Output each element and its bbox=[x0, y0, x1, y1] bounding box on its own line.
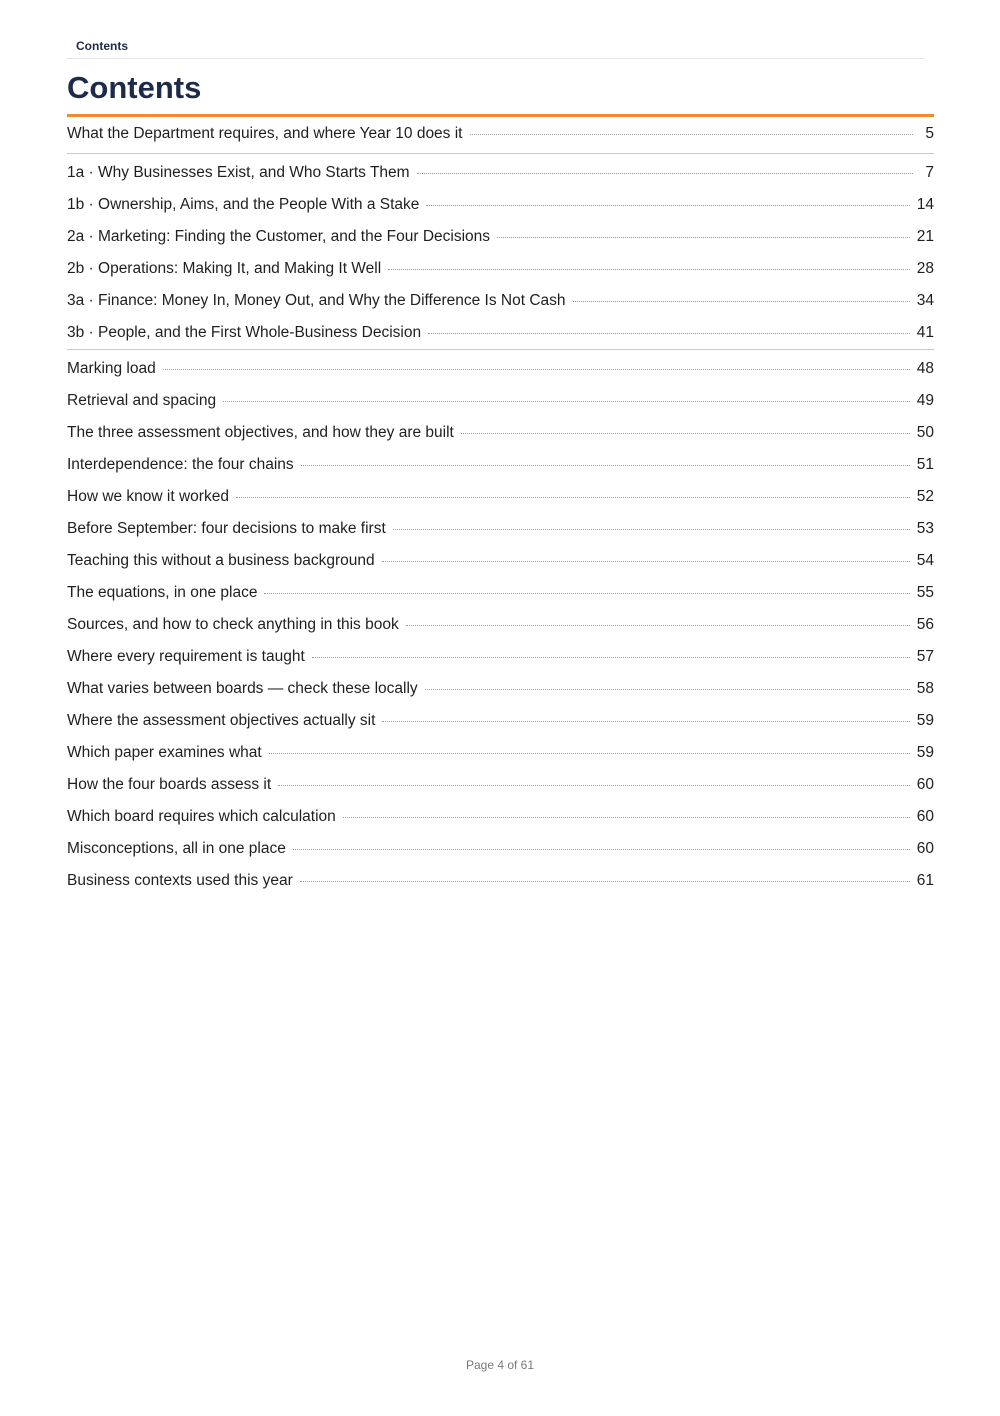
toc-entry-title: 2b · Operations: Making It, and Making It Well bbox=[67, 260, 382, 277]
toc-page-number: 5 bbox=[925, 125, 934, 142]
toc-page-number: 61 bbox=[916, 872, 934, 889]
dot-leader bbox=[428, 333, 910, 334]
dot-leader bbox=[470, 134, 914, 135]
dot-leader bbox=[278, 785, 910, 786]
dot-leader bbox=[426, 205, 909, 206]
toc-page-number: 48 bbox=[916, 360, 934, 377]
toc-entry[interactable] bbox=[67, 449, 934, 481]
toc-entry[interactable] bbox=[67, 285, 934, 317]
running-header: Contents bbox=[76, 39, 128, 53]
toc-entry-title: 2a · Marketing: Finding the Customer, and the Four Decisions bbox=[67, 228, 491, 245]
dot-leader bbox=[269, 753, 910, 754]
page-title: Contents bbox=[67, 70, 202, 105]
dot-leader bbox=[163, 369, 910, 370]
toc-entry[interactable] bbox=[67, 157, 934, 189]
toc-page-number: 59 bbox=[916, 712, 934, 729]
toc-page-number: 41 bbox=[916, 324, 934, 341]
toc-entry[interactable] bbox=[67, 545, 934, 577]
dot-leader bbox=[382, 721, 909, 722]
toc-entry-title: What the Department requires, and where Year 10 does it bbox=[67, 125, 463, 142]
toc-page-number: 50 bbox=[916, 424, 934, 441]
toc-page-number: 7 bbox=[925, 164, 934, 181]
toc-entry-title: Where the assessment objectives actually sit bbox=[67, 712, 376, 729]
toc-entry-title: How the four boards assess it bbox=[67, 776, 272, 793]
toc-entry[interactable] bbox=[67, 317, 934, 349]
dot-leader bbox=[382, 561, 910, 562]
toc-page-number: 60 bbox=[916, 840, 934, 857]
dot-leader bbox=[223, 401, 910, 402]
toc-entry[interactable] bbox=[67, 221, 934, 253]
dot-leader bbox=[236, 497, 910, 498]
toc-entry[interactable] bbox=[67, 513, 934, 545]
toc-section bbox=[67, 117, 934, 153]
toc-entry-title: The equations, in one place bbox=[67, 584, 258, 601]
toc-entry-title: Which board requires which calculation bbox=[67, 808, 336, 825]
toc-entry[interactable] bbox=[67, 253, 934, 285]
toc-entry-title: 1a · Why Businesses Exist, and Who Starts Them bbox=[67, 164, 410, 181]
dot-leader bbox=[343, 817, 910, 818]
toc-page-number: 60 bbox=[916, 808, 934, 825]
toc-page-number: 34 bbox=[916, 292, 934, 309]
dot-leader bbox=[417, 173, 913, 174]
toc-entry-title: 3a · Finance: Money In, Money Out, and Why the Difference Is Not Cash bbox=[67, 292, 566, 309]
toc-entry-title: Sources, and how to check anything in this book bbox=[67, 616, 399, 633]
dot-leader bbox=[388, 269, 910, 270]
toc-entry-title: Business contexts used this year bbox=[67, 872, 293, 889]
dot-leader bbox=[573, 301, 910, 302]
toc-page-number: 54 bbox=[916, 552, 934, 569]
toc-entry[interactable] bbox=[67, 117, 934, 153]
dot-leader bbox=[393, 529, 910, 530]
toc-page-number: 56 bbox=[916, 616, 934, 633]
dot-leader bbox=[312, 657, 910, 658]
toc-entry[interactable] bbox=[67, 769, 934, 801]
table-of-contents bbox=[67, 117, 934, 897]
dot-leader bbox=[264, 593, 909, 594]
dot-leader bbox=[461, 433, 910, 434]
dot-leader bbox=[497, 237, 910, 238]
toc-entry-title: How we know it worked bbox=[67, 488, 229, 505]
toc-page-number: 21 bbox=[916, 228, 934, 245]
header-divider bbox=[67, 58, 924, 59]
toc-section bbox=[67, 153, 934, 349]
toc-page-number: 49 bbox=[916, 392, 934, 409]
toc-entry[interactable] bbox=[67, 353, 934, 385]
toc-entry-title: Interdependence: the four chains bbox=[67, 456, 294, 473]
toc-entry[interactable] bbox=[67, 609, 934, 641]
toc-entry-title: Which paper examines what bbox=[67, 744, 262, 761]
dot-leader bbox=[301, 465, 910, 466]
toc-entry[interactable] bbox=[67, 801, 934, 833]
dot-leader bbox=[293, 849, 910, 850]
toc-entry-title: Before September: four decisions to make first bbox=[67, 520, 386, 537]
toc-page-number: 51 bbox=[916, 456, 934, 473]
toc-entry-title: Marking load bbox=[67, 360, 156, 377]
toc-entry-title: Teaching this without a business background bbox=[67, 552, 375, 569]
toc-page-number: 55 bbox=[916, 584, 934, 601]
toc-entry[interactable] bbox=[67, 865, 934, 897]
toc-entry-title: Retrieval and spacing bbox=[67, 392, 217, 409]
toc-entry-title: The three assessment objectives, and how they are built bbox=[67, 424, 454, 441]
toc-entry-title: Misconceptions, all in one place bbox=[67, 840, 286, 857]
page-number-footer: Page 4 of 61 bbox=[465, 1358, 535, 1372]
toc-entry-title: 3b · People, and the First Whole-Business Decision bbox=[67, 324, 422, 341]
toc-entry[interactable] bbox=[67, 385, 934, 417]
toc-page-number: 14 bbox=[916, 196, 934, 213]
toc-entry[interactable] bbox=[67, 673, 934, 705]
toc-section bbox=[67, 349, 934, 897]
dot-leader bbox=[300, 881, 910, 882]
toc-page-number: 28 bbox=[916, 260, 934, 277]
toc-page-number: 53 bbox=[916, 520, 934, 537]
dot-leader bbox=[425, 689, 910, 690]
toc-entry[interactable] bbox=[67, 577, 934, 609]
toc-entry[interactable] bbox=[67, 189, 934, 221]
toc-entry[interactable] bbox=[67, 641, 934, 673]
toc-entry-title: What varies between boards — check these locally bbox=[67, 680, 418, 697]
toc-entry-title: 1b · Ownership, Aims, and the People With a Stake bbox=[67, 196, 420, 213]
toc-entry[interactable] bbox=[67, 705, 934, 737]
dot-leader bbox=[406, 625, 910, 626]
toc-entry[interactable] bbox=[67, 833, 934, 865]
toc-page-number: 52 bbox=[916, 488, 934, 505]
toc-entry[interactable] bbox=[67, 737, 934, 769]
toc-entry[interactable] bbox=[67, 481, 934, 513]
toc-page-number: 59 bbox=[916, 744, 934, 761]
toc-entry[interactable] bbox=[67, 417, 934, 449]
toc-entry-title: Where every requirement is taught bbox=[67, 648, 305, 665]
toc-page-number: 58 bbox=[916, 680, 934, 697]
toc-page-number: 60 bbox=[916, 776, 934, 793]
toc-page-number: 57 bbox=[916, 648, 934, 665]
